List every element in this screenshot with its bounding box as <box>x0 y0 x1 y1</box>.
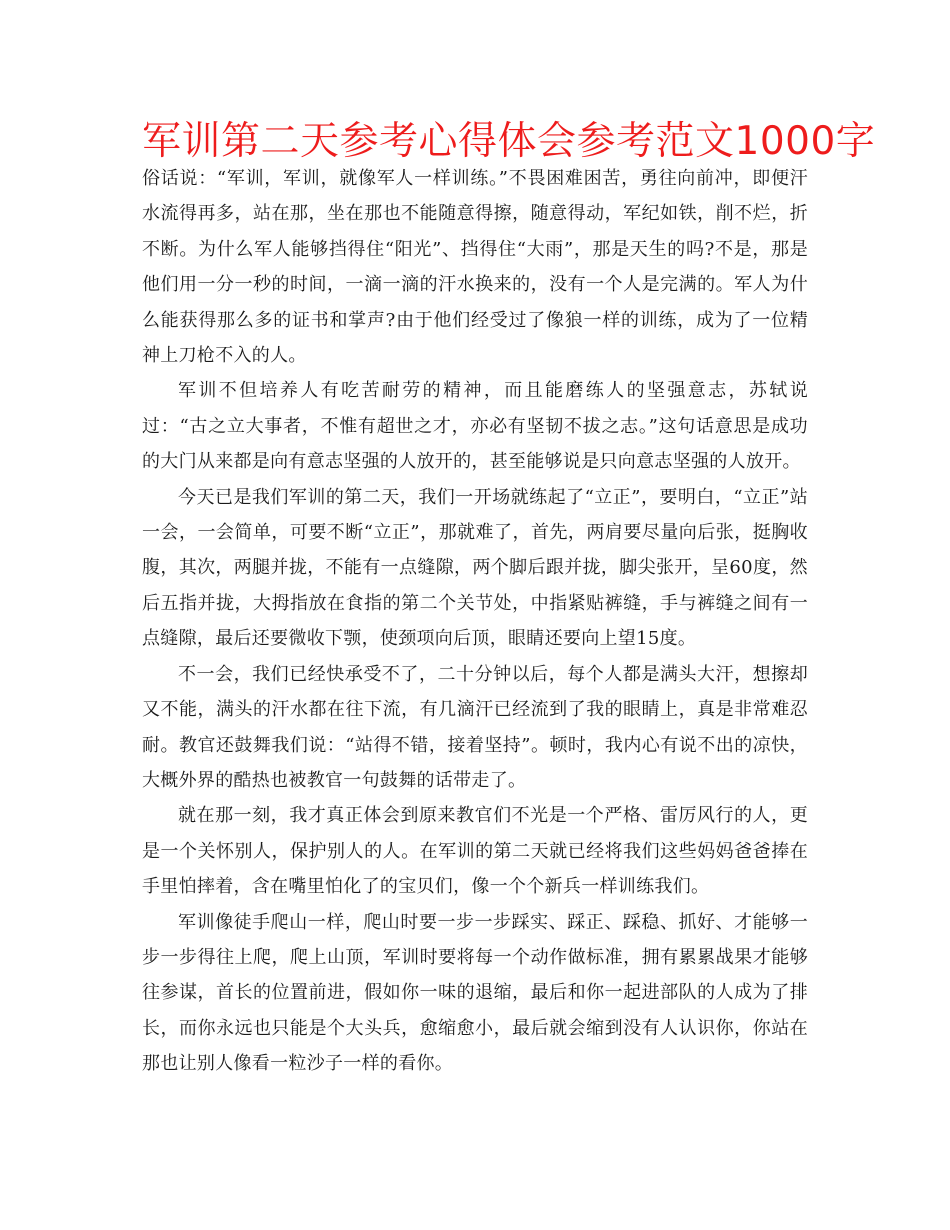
paragraph-6: 军训像徒手爬山一样，爬山时要一步一步踩实、踩正、踩稳、抓好、才能够一步一步得往上爬，爬上山顶，军训时要将每一个动作做标准，拥有累累战果才能够往参谋，首长的位置前进，假如你一味的退缩，最后和你一起进部队的人成为了排长，而你永远也只能是个大头兵，愈缩愈小，最后就会缩到没有人认识你，你站在那也让别人像看一粒沙子一样的看你。 <box>142 911 808 1075</box>
paragraph-2: 军训不但培养人有吃苦耐劳的精神，而且能磨练人的坚强意志，苏轼说过：“古之立大事者，不惟有超世之才，亦必有坚韧不拔之志。”这句话意思是成功的大门从来都是向有意志坚强的人放开的，甚至能够说是只向意志坚强的人放开。 <box>142 380 808 473</box>
paragraph-3: 今天已是我们军训的第二天，我们一开场就练起了“立正”，要明白，“立正”站一会，一会简单，可要不断“立正”，那就难了，首先，两肩要尽量向后张，挺胸收腹，其次，两腿并拢，不能有一点缝隙，两个脚后跟并拢，脚尖张开，呈60度，然后五指并拢，大拇指放在食指的第二个关节处，中指紧贴裤缝，手与裤缝之间有一点缝隙，最后还要微收下颚，使颈项向后顶，眼睛还要向上望15度。 <box>142 486 808 650</box>
paragraph-5: 就在那一刻，我才真正体会到原来教官们不光是一个严格、雷厉风行的人，更是一个关怀别人，保护别人的人。在军训的第二天就已经将我们这些妈妈爸爸捧在手里怕摔着，含在嘴里怕化了的宝贝们，像一个个新兵一样训练我们。 <box>142 805 808 898</box>
paragraph-4: 不一会，我们已经快承受不了，二十分钟以后，每个人都是满头大汗，想擦却又不能，满头的汗水都在往下流，有几滴汗已经流到了我的眼睛上，真是非常难忍耐。教官还鼓舞我们说：“站得不错，接着坚持”。顿时，我内心有说不出的凉快，大概外界的酷热也被教官一句鼓舞的话带走了。 <box>142 663 808 791</box>
document-body <box>142 161 808 1082</box>
document-title: 军训第二天参考心得体会参考范文1000字 <box>142 119 876 164</box>
paragraph-1: 俗话说：“军训，军训，就像军人一样训练。”不畏困难困苦，勇往向前冲，即便汗水流得再多，站在那，坐在那也不能随意得擦，随意得动，军纪如铁，削不烂，折不断。为什么军人能够挡得住“阳光”、挡得住“大雨”，那是天生的吗?不是，那是他们用一分一秒的时间，一滴一滴的汗水换来的，没有一个人是完满的。军人为什么能获得那么多的证书和掌声?由于他们经受过了像狼一样的训练，成为了一位精神上刀枪不入的人。 <box>142 168 808 367</box>
